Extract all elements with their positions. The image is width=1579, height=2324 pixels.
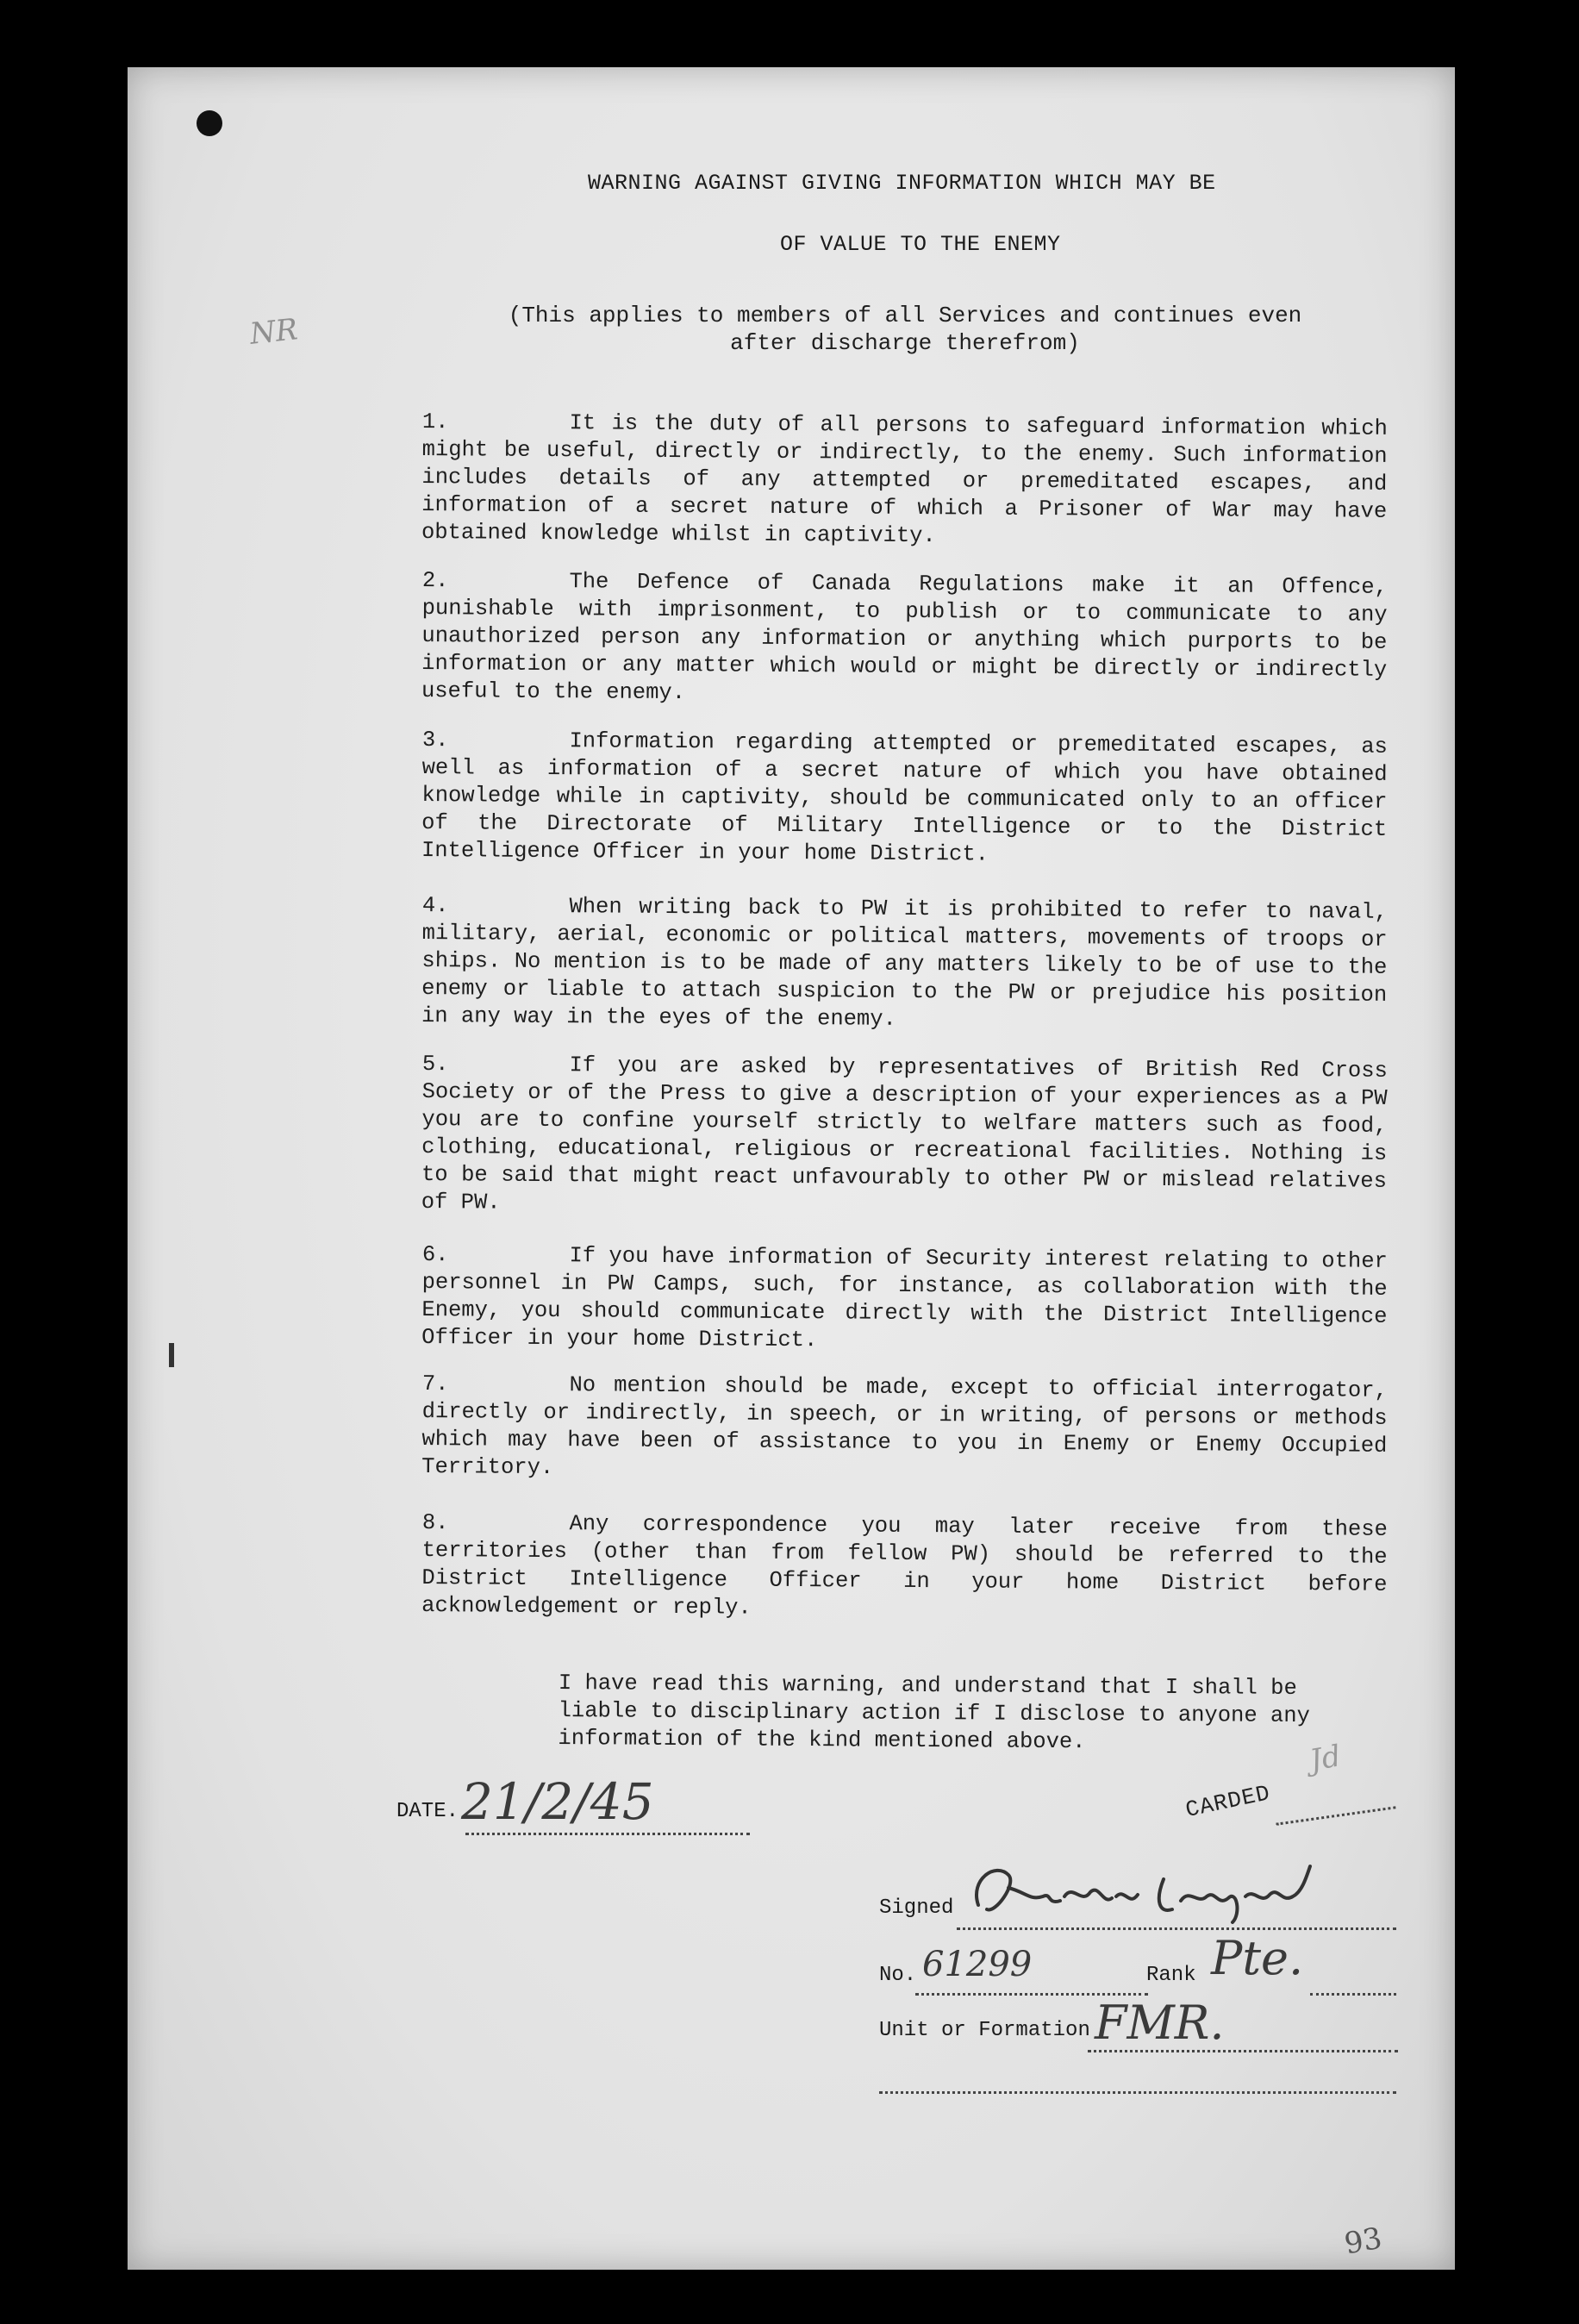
paragraph-text: If you have information of Security interest relating to other personnel in PW Camps, such, for instance, as collaboration with the Enemy, you should communicate directly with the District Intelligence Officer in your home District. xyxy=(421,1243,1401,1353)
document-title-line-1: WARNING AGAINST GIVING INFORMATION WHICH MAY BE xyxy=(588,171,1216,196)
paragraph-3 xyxy=(421,727,1401,872)
paragraph-number: 3. xyxy=(421,728,449,753)
page-edge-mark: 93 xyxy=(1341,2221,1385,2262)
paragraph-text: Information regarding attempted or premeditated escapes, as well as information of a secret nature of which you have obtained knowledge while in captivity, should be communicated only to an officer of the Directorate of Military Intelligence or to the District Intelligence Officer in your home District. xyxy=(421,728,1401,867)
number-label: No. xyxy=(879,1964,917,1987)
paragraph-4 xyxy=(421,892,1401,1037)
paragraph-number: 1. xyxy=(421,409,449,435)
scan-speck xyxy=(197,110,222,136)
extra-dotted-line xyxy=(879,2091,1396,2094)
paragraph-text: If you are asked by representatives of British Red Cross Society or of the Press to give a description of your experiences as a PW you are to confine yourself strictly to welfare matters such as food, clothing, educational, religious or recreational facilities. Nothing is to be said that might react unfavourably to other PW or mislead relatives of PW. xyxy=(421,1053,1401,1215)
paragraph-text: No mention should be made, except to official interrogator, directly or indirectly, in speech, or in writing, of persons or methods which may have been of assistance to you in Enemy or Enemy Occupied Territory. xyxy=(421,1372,1401,1481)
signed-label: Signed xyxy=(879,1896,954,1920)
handwritten-margin-note: NR xyxy=(248,312,300,352)
paragraph-number: 8. xyxy=(421,1510,449,1536)
acknowledgement-statement: I have read this warning, and understand that I shall be liable to disciplinary action if I disclose to anyone any information of the kind mentioned above. xyxy=(558,1671,1310,1755)
paragraph-text: It is the duty of all persons to safeguard information which might be useful, directly or indirectly, to the enemy. Such information includes details of any attempted or premeditated escapes, and information of a secret nature of which a Prisoner of War may have obtained knowledge whilst in captivity. xyxy=(421,410,1401,549)
paragraph-8 xyxy=(421,1509,1401,1627)
paragraph-7 xyxy=(421,1371,1401,1488)
date-label: DATE. xyxy=(396,1800,459,1823)
rank-label: Rank xyxy=(1146,1964,1196,1987)
paragraph-5 xyxy=(421,1051,1401,1223)
paragraph-number: 7. xyxy=(421,1371,449,1397)
document-subtitle: (This applies to members of all Services and continues even after discharge therefrom) xyxy=(508,303,1302,356)
paragraph-number: 5. xyxy=(421,1052,449,1078)
paragraph-2 xyxy=(421,567,1401,712)
document-title-line-2: OF VALUE TO THE ENEMY xyxy=(780,232,1061,257)
paragraph-text: Any correspondence you may later receive from these territories (other than from fellow PW) should be referred to the District Intelligence Officer in your home District before acknowledgement or reply. xyxy=(421,1511,1401,1621)
paragraph-number: 6. xyxy=(421,1242,449,1268)
paragraph-number: 4. xyxy=(421,893,449,919)
paragraph-1 xyxy=(421,409,1401,553)
stamp-initials: Jd xyxy=(1307,1739,1344,1778)
paragraph-text: The Defence of Canada Regulations make it an Offence, punishable with imprisonment, to publish or to communicate to any unauthorized person any information or anything which purports to be information or any matter which would or might be directly or indirectly useful to the enemy. xyxy=(421,569,1401,706)
paragraph-number: 2. xyxy=(421,568,449,594)
handwritten-signature xyxy=(961,1853,1323,1931)
unit-handwritten: FMR. xyxy=(1095,1996,1225,2050)
service-number-handwritten: 61299 xyxy=(922,1945,1033,1984)
date-handwritten: 21/2/45 xyxy=(461,1772,654,1831)
scan-mark xyxy=(169,1343,174,1367)
rank-dotted-line xyxy=(1310,1993,1396,1996)
paragraph-6 xyxy=(421,1241,1401,1359)
unit-label: Unit or Formation xyxy=(879,2019,1090,2042)
date-dotted-line xyxy=(465,1833,750,1835)
paragraph-text: When writing back to PW it is prohibited to refer to naval, military, aerial, economic or political matters, movements of troops or ships. No mention is to be made of any matters likely to be of use to the enemy or liable to attach suspicion to the PW or prejudice his position in any way in the eyes of the enemy. xyxy=(421,894,1401,1032)
rank-handwritten: Pte. xyxy=(1211,1931,1304,1985)
unit-dotted-line xyxy=(1088,2050,1398,2052)
carded-stamp: CARDED xyxy=(1183,1779,1273,1824)
